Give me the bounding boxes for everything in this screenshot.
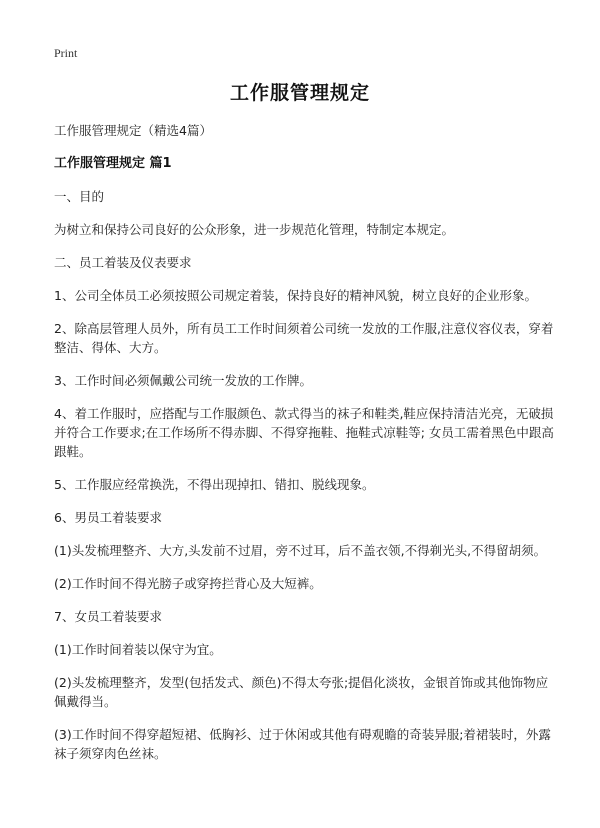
- heading-female-dress: 7、女员工着装要求: [54, 609, 162, 624]
- rule-item: 3、工作时间必须佩戴公司统一发放的工作牌。: [54, 373, 312, 388]
- document-title: 工作服管理规定: [229, 82, 370, 104]
- document-body: [54, 121, 554, 763]
- rule-item: 1、公司全体员工必须按照公司规定着装，保持良好的精神风貌，树立良好的企业形象。: [54, 288, 537, 303]
- heading-purpose: 一、目的: [54, 189, 105, 204]
- rule-subitem: (2)工作时间不得光膀子或穿挎拦背心及大短裤。: [54, 576, 322, 591]
- document-subtitle: 工作服管理规定（精选4篇）: [54, 123, 212, 138]
- section-heading: 工作服管理规定 篇1: [54, 156, 172, 171]
- rule-subitem: (3)工作时间不得穿超短裙、低胸衫、过于休闲或其他有碍观瞻的奇装异服;着裙装时，外露袜子须穿肉色丝袜。: [54, 727, 551, 761]
- heading-male-dress: 6、男员工着装要求: [54, 510, 162, 525]
- rule-item: 4、着工作服时，应搭配与工作服颜色、款式得当的袜子和鞋类,鞋应保持清洁光亮，无破损并符合工作要求;在工作场所不得赤脚、不得穿拖鞋、拖鞋式凉鞋等; 女员工需着黑色中跟高跟鞋。: [54, 406, 554, 459]
- heading-dress-code: 二、员工着装及仪表要求: [54, 255, 192, 270]
- print-link[interactable]: Print: [54, 46, 78, 60]
- rule-item: 2、除高层管理人员外，所有员工工作时间须着公司统一发放的工作服,注意仪容仪表，穿着整洁、得体、大方。: [54, 321, 554, 355]
- rule-subitem: (1)工作时间着装以保守为宜。: [54, 642, 222, 657]
- rule-item: 5、工作服应经常换洗，不得出现掉扣、错扣、脱线现象。: [54, 477, 375, 492]
- rule-subitem: (1)头发梳理整齐、大方,头发前不过眉，旁不过耳，后不盖衣领,不得剃光头,不得留胡须。: [54, 543, 547, 558]
- paragraph-purpose: 为树立和保持公司良好的公众形象，进一步规范化管理，特制定本规定。: [54, 222, 455, 237]
- rule-subitem: (2)头发梳理整齐，发型(包括发式、颜色)不得太夸张;提倡化淡妆，金银首饰或其他饰物应佩戴得当。: [54, 675, 549, 709]
